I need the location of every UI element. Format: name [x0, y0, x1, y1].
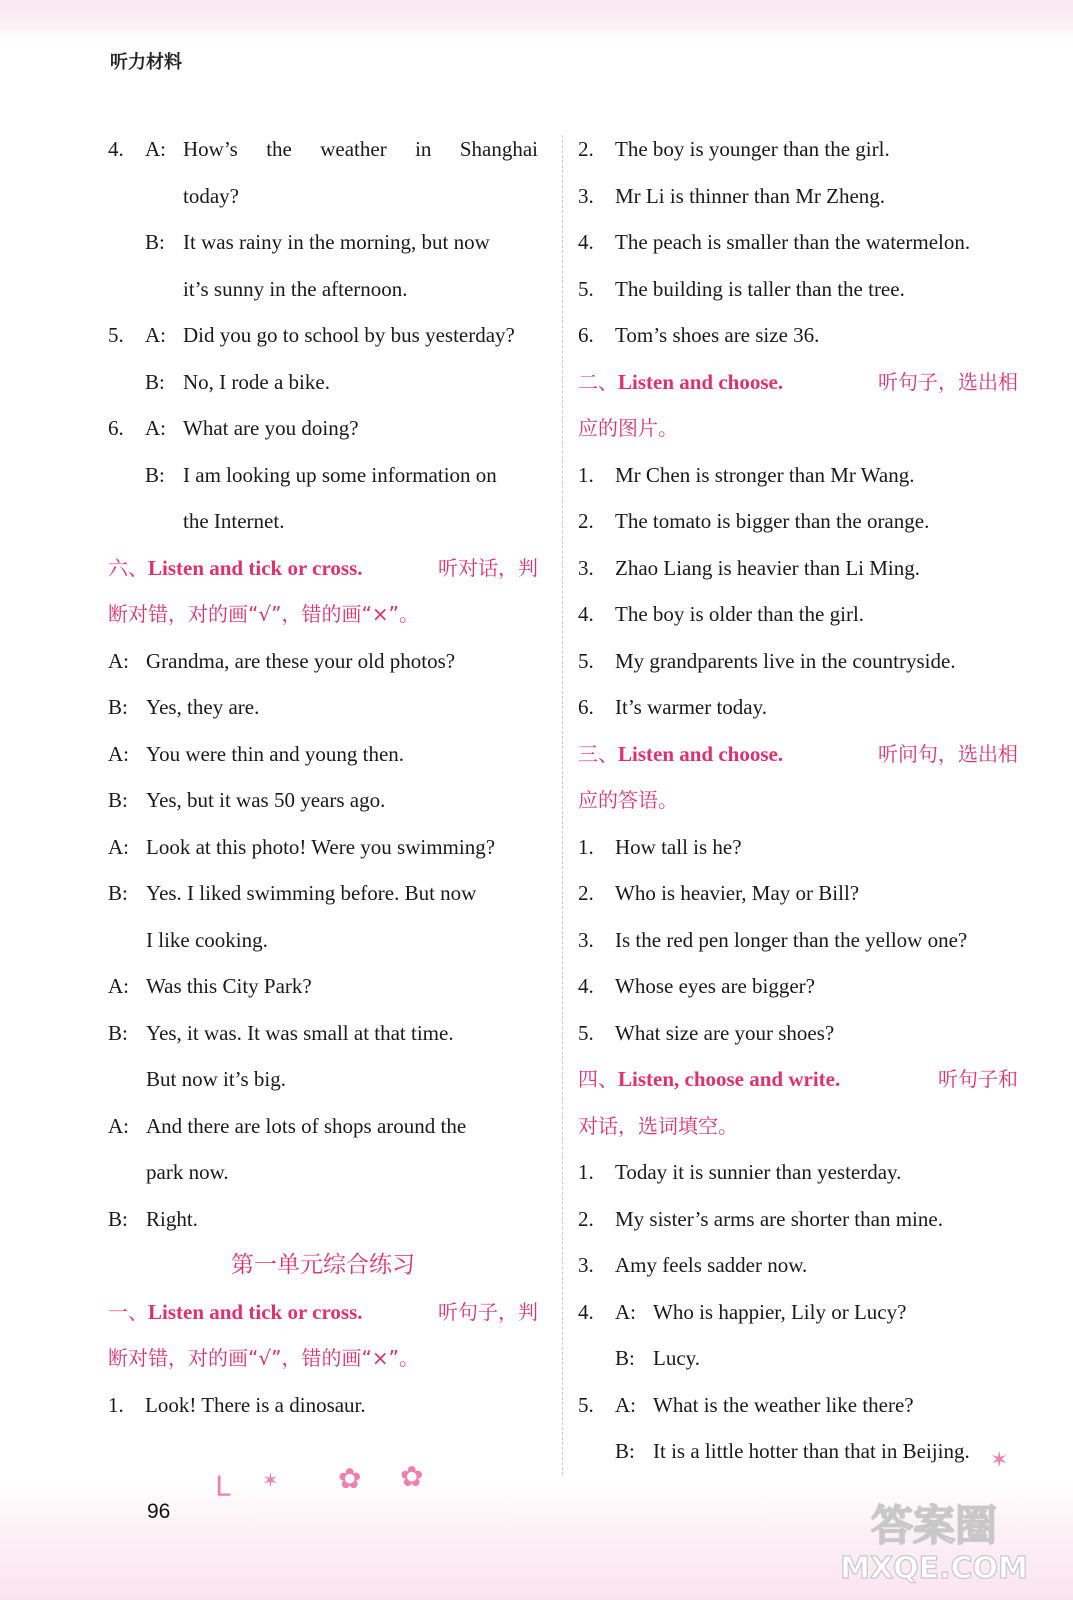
section-prefix: 六、	[108, 555, 148, 580]
section-heading-2-cont	[578, 405, 1018, 452]
right-column	[578, 126, 1018, 1475]
speaker-label: A:	[108, 834, 129, 859]
sentence-item	[578, 266, 1018, 313]
sentence-item	[578, 498, 1018, 545]
right-q4-a	[578, 1289, 1018, 1336]
item-number: 5.	[578, 276, 594, 301]
section-title-cn: 听句子，判	[438, 1299, 538, 1324]
sentence-item	[578, 1149, 1018, 1196]
sentence-item	[578, 545, 1018, 592]
item-number: 1.	[578, 1160, 594, 1184]
question-text: What size are your shoes?	[615, 1020, 835, 1045]
section-title-cn: 断对错，对的画“√”，错的画“×”。	[108, 602, 419, 626]
dialog-text: No, I rode a bike.	[183, 369, 330, 394]
flower-decoration-icon: ✿	[400, 1460, 424, 1493]
section-heading-2	[578, 359, 1018, 406]
sentence-item	[578, 312, 1018, 359]
dialog-text: And there are lots of shops around the	[146, 1113, 467, 1138]
dialog-text: What are you doing?	[183, 416, 359, 440]
question-item	[578, 870, 1018, 917]
right-q5-b	[578, 1428, 1018, 1475]
section-heading-4-cont	[578, 1103, 1018, 1150]
dialog-line-cont: But now it’s big.	[146, 1067, 287, 1091]
dialog-line	[108, 731, 538, 778]
word: weather	[320, 137, 387, 161]
item-number: 4.	[108, 137, 124, 161]
item-number: 5.	[578, 648, 594, 673]
sentence-text: Amy feels sadder now.	[615, 1253, 808, 1277]
section-title-cn: 应的图片。	[578, 416, 678, 440]
section-title-en: Listen and tick or cross.	[148, 555, 363, 580]
speaker-label: B:	[145, 230, 165, 254]
flower-decoration-icon: ✿	[338, 1462, 362, 1495]
item-number: 4.	[578, 602, 594, 626]
word: Shanghai	[459, 137, 538, 161]
sentence-text: Mr Li is thinner than Mr Zheng.	[615, 183, 886, 208]
left-q6-a	[108, 405, 538, 452]
section-title-en: Listen and choose.	[618, 369, 784, 394]
watermark-logo	[829, 1494, 1039, 1586]
page-number: 96	[147, 1500, 171, 1523]
item-number: 2.	[578, 509, 594, 533]
sentence-item	[578, 591, 1018, 638]
question-item	[578, 963, 1018, 1010]
sentence-text: The tomato is bigger than the orange.	[615, 509, 930, 533]
item-number: 2.	[578, 1206, 594, 1231]
dialog-text: Grandma, are these your old photos?	[146, 648, 456, 673]
dialog-text: Did you go to school by bus yesterday?	[183, 323, 515, 347]
sentence-text: The boy is younger than the girl.	[615, 137, 890, 161]
sentence-item	[578, 452, 1018, 499]
dialog-text: Look at this photo! Were you swimming?	[146, 834, 496, 859]
left-q4-b-line1	[108, 219, 538, 266]
item-number: 6.	[578, 695, 594, 719]
item-number: 3.	[578, 555, 594, 580]
left-q5-b	[108, 359, 538, 406]
watermark-text-en: MXQE.COM	[840, 1551, 1028, 1586]
sentence-item	[578, 219, 1018, 266]
sentence-text: It’s warmer today.	[615, 695, 768, 719]
top-decorative-band	[0, 0, 1073, 38]
dialog-line-cont: I like cooking.	[146, 927, 268, 952]
item-number: 6.	[108, 416, 124, 440]
dialog-text: Lucy.	[653, 1346, 701, 1370]
speaker-label: B:	[108, 1020, 128, 1045]
dialog-text: I am looking up some information on	[183, 462, 497, 487]
left-q6-b-line1	[108, 452, 538, 499]
sentence-text: Tom’s shoes are size 36.	[615, 323, 820, 347]
sentence-item	[578, 684, 1018, 731]
sentence-item	[578, 173, 1018, 220]
section-title-cn: 应的答语。	[578, 788, 678, 812]
dialog-line	[108, 1103, 538, 1150]
question-item	[578, 1010, 1018, 1057]
left-q6-b-line2: the Internet.	[183, 509, 285, 533]
speaker-label: B:	[615, 1346, 635, 1370]
page-header: 听力材料	[110, 52, 182, 73]
dialog-line	[108, 824, 538, 871]
item-number: 2.	[578, 881, 594, 905]
question-item	[578, 824, 1018, 871]
right-q5-a	[578, 1382, 1018, 1429]
dialog-line-cont: park now.	[146, 1160, 229, 1184]
speaker-label: A:	[145, 137, 166, 161]
section-title-cn: 对话，选词填空。	[578, 1113, 738, 1138]
left-q4-a-line1	[108, 126, 538, 173]
sentence-text: Mr Chen is stronger than Mr Wang.	[615, 462, 915, 487]
column-divider	[562, 135, 563, 1475]
item-number: 5.	[578, 1020, 594, 1045]
item-number: 4.	[578, 230, 594, 254]
watermark-text-cn: 答案圈	[870, 1501, 998, 1550]
item-number: 3.	[578, 183, 594, 208]
item-number: 6.	[578, 323, 594, 347]
dialog-text: Yes, but it was 50 years ago.	[146, 788, 386, 812]
dialog-text: Yes, they are.	[146, 695, 260, 719]
left-q5-a	[108, 312, 538, 359]
sentence-item	[578, 638, 1018, 685]
dialog-text: Right.	[146, 1206, 198, 1231]
section-heading-3-cont	[578, 777, 1018, 824]
sentence-text: The peach is smaller than the watermelon.	[615, 230, 971, 254]
speaker-label: B:	[108, 788, 128, 812]
item-number: 2.	[578, 137, 594, 161]
item-number: 3.	[578, 927, 594, 952]
dialog-text: Yes, it was. It was small at that time.	[146, 1020, 454, 1045]
section-prefix: 一、	[108, 1299, 148, 1324]
sentence-text: My sister’s arms are shorter than mine.	[615, 1206, 943, 1231]
speaker-label: A:	[615, 1392, 636, 1417]
question-text: Is the red pen longer than the yellow one?	[615, 927, 968, 952]
star-decoration-icon: ✶	[990, 1448, 1009, 1473]
section-title-cn: 听问句，选出相	[878, 741, 1018, 766]
section-heading-6	[108, 545, 538, 592]
section-title-cn: 听句子，选出相	[878, 369, 1018, 394]
sentence-text: Today it is sunnier than yesterday.	[615, 1160, 902, 1184]
dialog-line	[108, 684, 538, 731]
speaker-label: A:	[108, 741, 129, 766]
section-prefix: 三、	[578, 741, 618, 766]
dialog-text: You were thin and young then.	[146, 741, 405, 766]
speaker-label: B:	[145, 462, 165, 487]
speaker-label: A:	[108, 974, 129, 998]
question-text: Whose eyes are bigger?	[615, 974, 815, 998]
speaker-label: A:	[145, 323, 166, 347]
section-title-en: Listen and choose.	[618, 741, 784, 766]
question-item	[578, 917, 1018, 964]
section-title-cn: 听对话，判	[438, 555, 538, 580]
speaker-label: B:	[108, 695, 128, 719]
left-q4-b-line2: it’s sunny in the afternoon.	[183, 276, 408, 301]
sentence-item	[578, 126, 1018, 173]
speaker-label: B:	[108, 1206, 128, 1231]
section-title-cn: 断对错，对的画“√”，错的画“×”。	[108, 1346, 419, 1370]
sentence-text: The building is taller than the tree.	[615, 276, 905, 301]
item-number: 5.	[578, 1392, 594, 1417]
sentence-item	[578, 1242, 1018, 1289]
speaker-label: B:	[615, 1439, 635, 1463]
dialog-line	[108, 963, 538, 1010]
right-q4-b	[578, 1335, 1018, 1382]
dialog-line	[108, 1010, 538, 1057]
question-text: Who is heavier, May or Bill?	[615, 881, 860, 905]
section-heading-1	[108, 1289, 538, 1336]
sentence-text: The boy is older than the girl.	[615, 602, 865, 626]
section-prefix: 二、	[578, 369, 618, 394]
item-number: 5.	[108, 323, 124, 347]
left-column	[108, 126, 538, 1428]
speaker-label: B:	[145, 369, 165, 394]
word: the	[266, 137, 292, 161]
item-number: 1.	[578, 834, 594, 859]
item-number: 4.	[578, 1299, 594, 1324]
section-title-cn: 听句子和	[938, 1067, 1018, 1091]
item-number: 1.	[108, 1392, 124, 1417]
section-heading-1-cont	[108, 1335, 538, 1382]
dialog-text: Who is happier, Lily or Lucy?	[653, 1299, 907, 1324]
dialog-line	[108, 638, 538, 685]
sentence-text: Look! There is a dinosaur.	[145, 1392, 366, 1417]
word: How’s	[183, 137, 238, 161]
dialog-line	[108, 870, 538, 917]
item-number: 1.	[578, 462, 594, 487]
star-decoration-icon: ✶	[262, 1468, 279, 1492]
left-q4-a-line2: today?	[183, 183, 239, 208]
dialog-line	[108, 777, 538, 824]
speaker-label: A:	[145, 416, 166, 440]
dialog-text: Yes. I liked swimming before. But now	[146, 881, 477, 905]
dialog-text: Was this City Park?	[146, 974, 312, 998]
dialog-text: What is the weather like there?	[653, 1392, 914, 1417]
section-heading-6-cont	[108, 591, 538, 638]
speaker-label: A:	[615, 1299, 636, 1324]
item-number: 3.	[578, 1253, 594, 1277]
word: in	[415, 137, 432, 161]
dialog-line	[108, 1196, 538, 1243]
dialog-text: It is a little hotter than that in Beijing.	[653, 1439, 970, 1463]
section-heading-3	[578, 731, 1018, 778]
flower-decoration-icon: ᒪ	[215, 1470, 231, 1503]
section-heading-4	[578, 1056, 1018, 1103]
unit-title: 第一单元综合练习	[231, 1252, 415, 1278]
speaker-label: A:	[108, 1113, 129, 1138]
sentence-text: My grandparents live in the countryside.	[615, 648, 956, 673]
item-number: 4.	[578, 974, 594, 998]
sentence-item	[108, 1382, 538, 1429]
sentence-text: Zhao Liang is heavier than Li Ming.	[615, 555, 921, 580]
section-prefix: 四、	[578, 1067, 618, 1091]
section-title-en: Listen and tick or cross.	[148, 1299, 363, 1324]
sentence-item	[578, 1196, 1018, 1243]
speaker-label: B:	[108, 881, 128, 905]
speaker-label: A:	[108, 648, 129, 673]
section-title-en: Listen, choose and write.	[618, 1067, 841, 1091]
dialog-text: It was rainy in the morning, but now	[183, 230, 490, 254]
question-text: How tall is he?	[615, 834, 742, 859]
